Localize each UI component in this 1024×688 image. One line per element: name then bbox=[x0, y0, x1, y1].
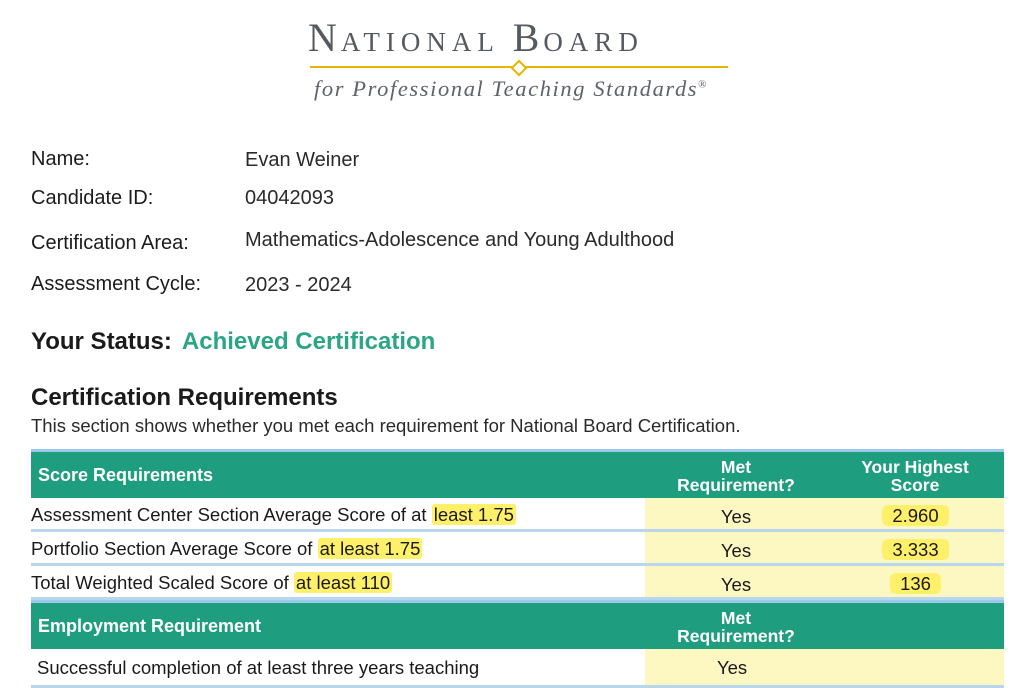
met-cell: Yes bbox=[645, 532, 827, 563]
met-cell: Yes bbox=[645, 498, 827, 529]
assessment-cycle-value: 2023 - 2024 bbox=[245, 274, 352, 296]
requirement-label: Assessment Center Section Average Score of at least 1.75 bbox=[31, 504, 514, 525]
requirement-label: Portfolio Section Average Score of at least 1.75 bbox=[31, 538, 421, 559]
logo-diamond-icon bbox=[511, 60, 528, 77]
employment-requirement-header bbox=[31, 600, 1004, 649]
candidate-id-value: 04042093 bbox=[245, 187, 334, 209]
score-cell: 136 bbox=[827, 566, 1004, 597]
logo-subtitle: for Professional Teaching Standards® bbox=[314, 76, 709, 101]
logo-title: NATIONAL BOARD bbox=[308, 15, 644, 60]
table-row bbox=[31, 566, 1004, 600]
requirement-label: Successful completion of at least three years teaching bbox=[37, 657, 480, 678]
met-requirement-column-header: Met Requirement? bbox=[677, 457, 795, 495]
name-value: Evan Weiner bbox=[245, 149, 360, 171]
requirements-table bbox=[31, 449, 1004, 688]
status-value: Achieved Certification bbox=[181, 328, 436, 355]
score-requirements-heading: Score Requirements bbox=[38, 465, 214, 485]
employment-requirement-heading: Employment Requirement bbox=[38, 616, 262, 636]
nbpts-logo bbox=[0, 0, 1024, 110]
requirements-description: This section shows whether you met each requirement for National Board Certification. bbox=[31, 415, 741, 436]
certification-area-value: Mathematics-Adolescence and Young Adulthood bbox=[245, 229, 675, 251]
status-label: Your Status: bbox=[31, 328, 172, 355]
requirements-title: Certification Requirements bbox=[31, 384, 338, 411]
status-line bbox=[31, 328, 435, 356]
highest-score-column-header: Your Highest Score bbox=[861, 457, 969, 495]
score-cell: 3.333 bbox=[827, 532, 1004, 563]
requirement-label: Total Weighted Scaled Score of at least 110 bbox=[31, 572, 391, 593]
score-cell: 2.960 bbox=[827, 498, 1004, 529]
table-row bbox=[31, 498, 1004, 532]
met-cell: Yes bbox=[645, 649, 1004, 685]
met-requirement-column-header: Met Requirement? bbox=[677, 608, 795, 646]
name-label: Name: bbox=[31, 148, 90, 170]
certification-area-label: Certification Area: bbox=[31, 232, 189, 254]
met-cell: Yes bbox=[645, 566, 827, 597]
assessment-cycle-label: Assessment Cycle: bbox=[31, 273, 202, 295]
candidate-id-label: Candidate ID: bbox=[31, 187, 154, 209]
table-row bbox=[31, 649, 1004, 688]
table-row bbox=[31, 532, 1004, 566]
score-requirements-header bbox=[31, 449, 1004, 498]
